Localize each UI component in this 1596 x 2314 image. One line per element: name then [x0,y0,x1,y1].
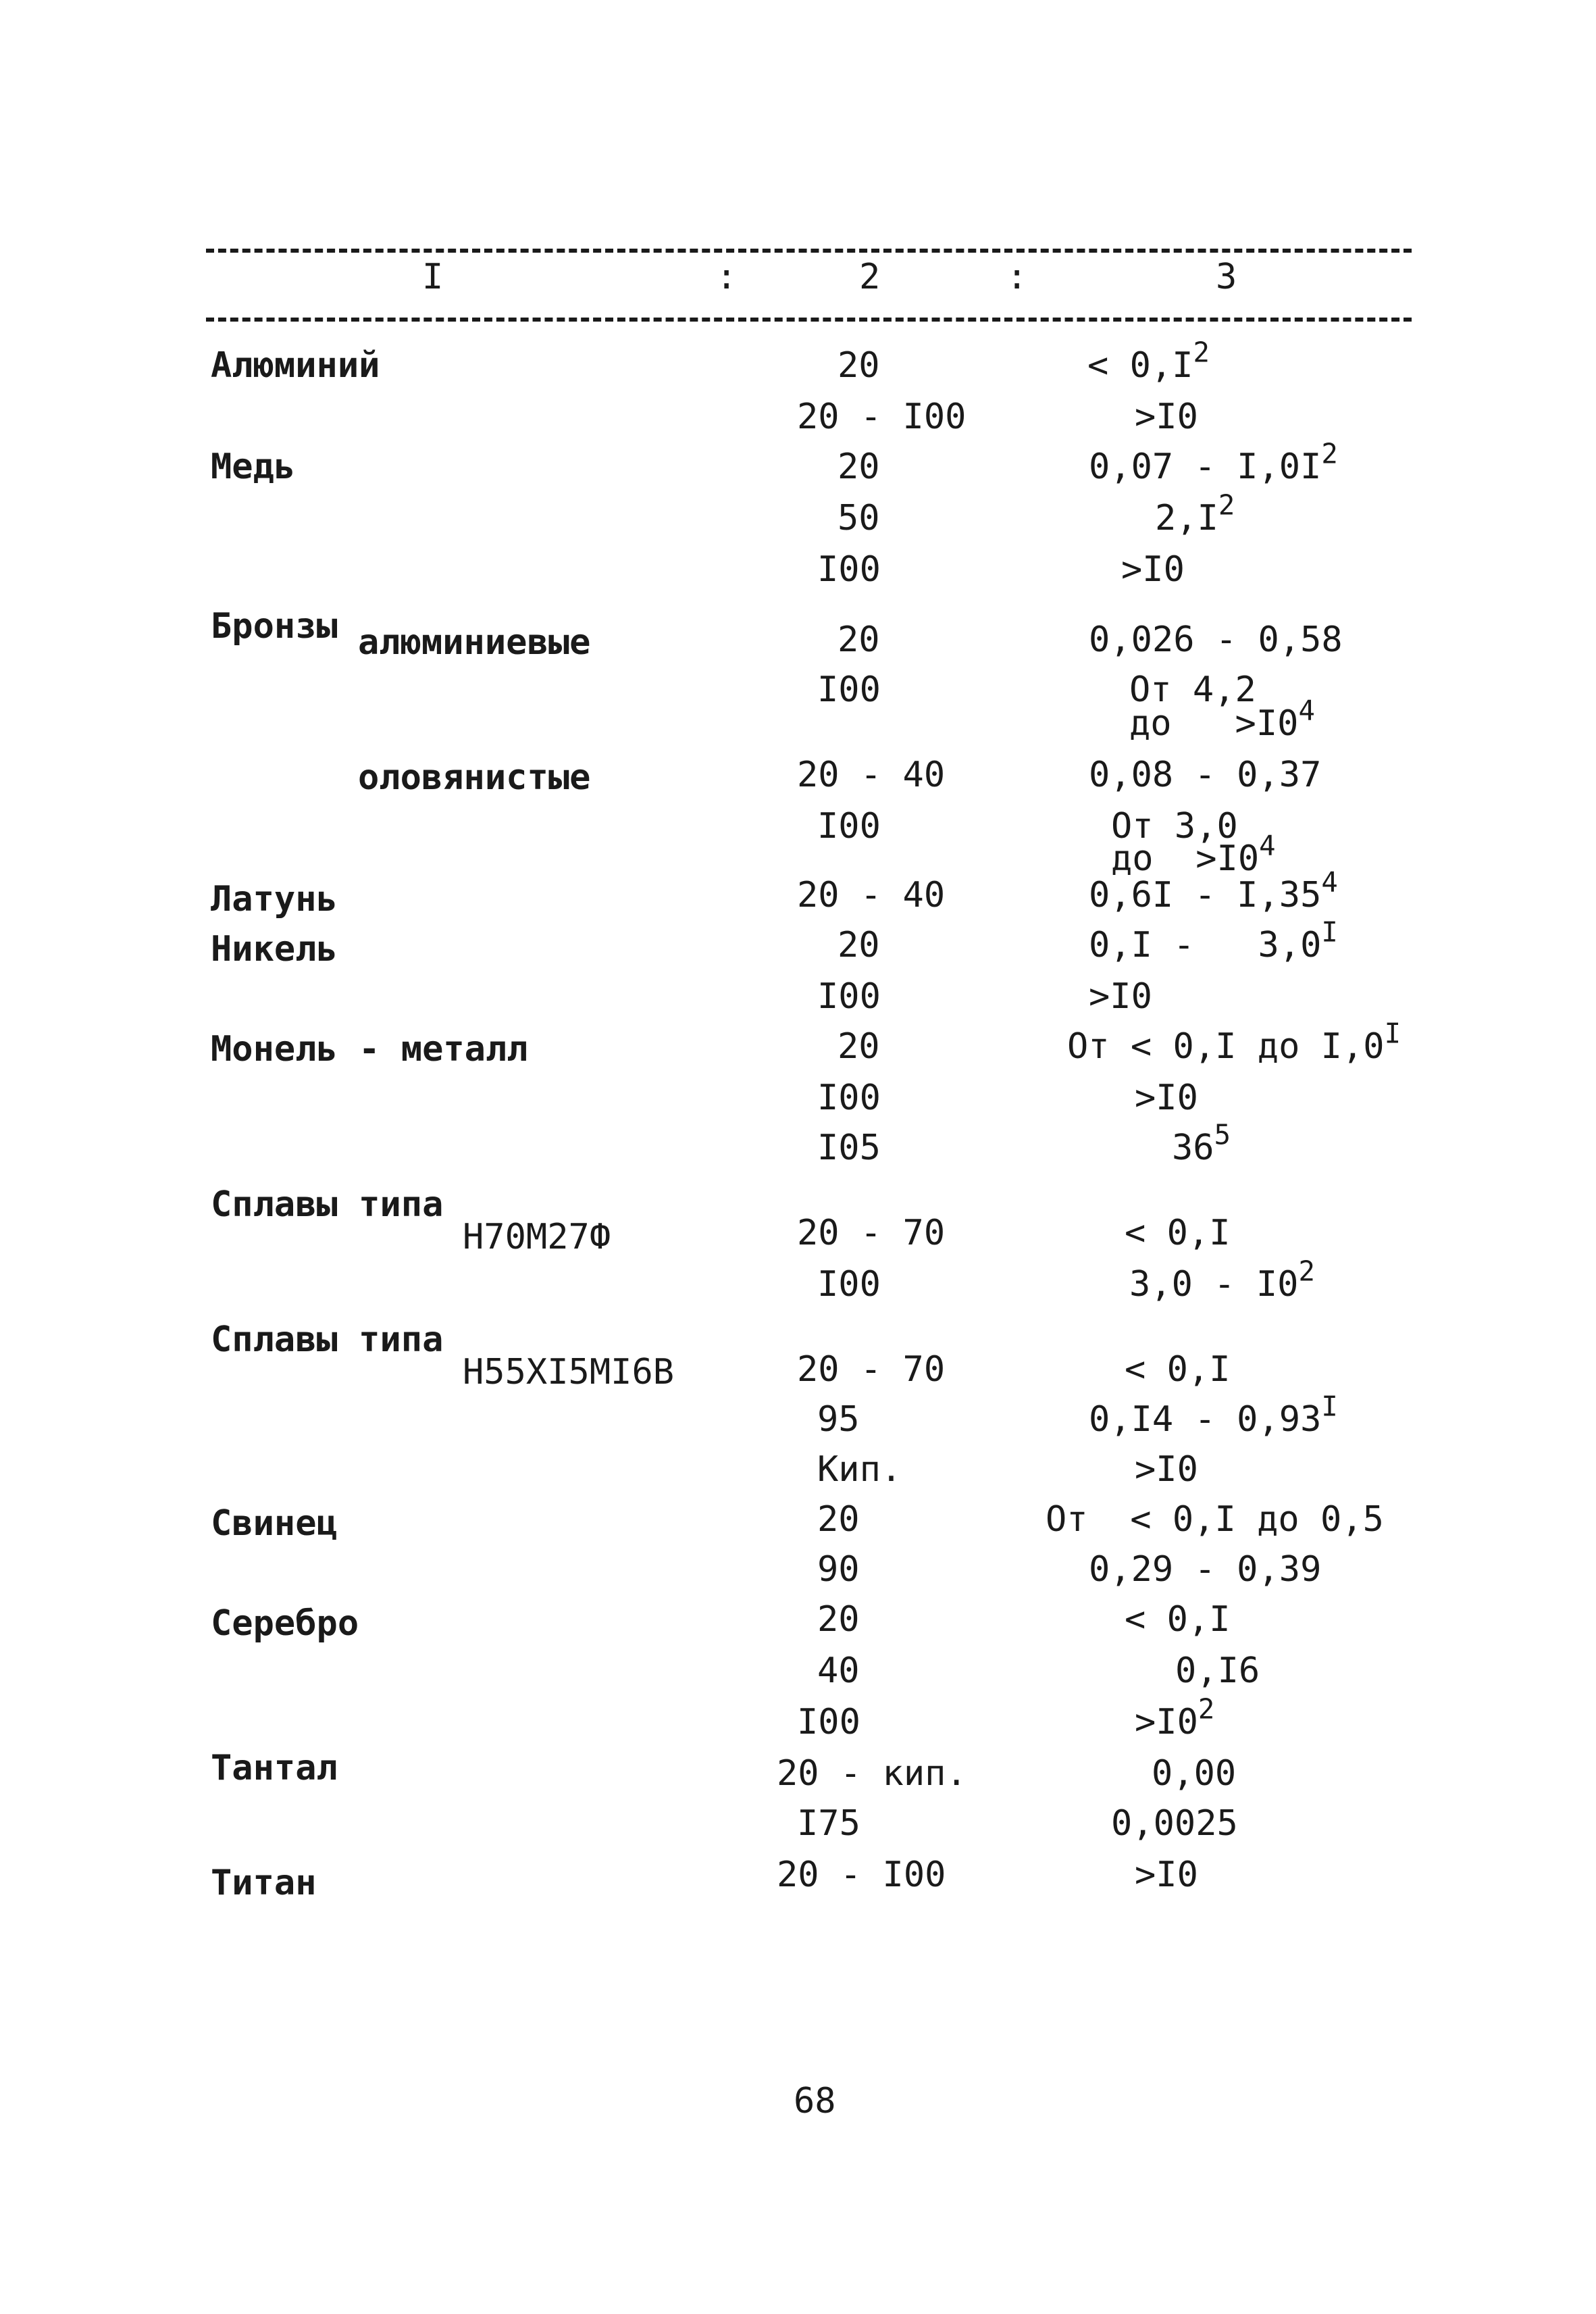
material-subtype: оловянистые [358,757,591,798]
footnote-ref: 2 [1193,336,1210,369]
temperature-value: 20 [838,345,880,386]
material-name: Сплавы типа [211,1319,444,1360]
footnote-ref: 2 [1218,488,1235,522]
corrosion-rate-value-line2: до $>I0^4$ [1111,829,1276,879]
temperature-value: I75 [797,1803,860,1844]
corrosion-rate-value: < $0,I^2$ [1087,336,1210,386]
corrosion-rate-value: От 3,0 [1111,806,1238,847]
temperature-value: 20 [838,447,880,487]
corrosion-rate-value: $0,I - 3,0^I$ [1089,915,1338,965]
temperature-value: 90 [817,1549,860,1590]
header-separator-2: : [1006,257,1028,297]
header-separator-1: : [716,257,738,297]
corrosion-rate-value: < 0,I [1125,1349,1231,1390]
corrosion-rate-value: $36^5$ [1172,1118,1231,1168]
temperature-value: I00 [797,1702,860,1742]
corrosion-rate-value: 0,29 - 0,39 [1089,1549,1322,1590]
material-name: Серебро [211,1603,359,1644]
corrosion-rate-value: >I0 [1135,1449,1198,1490]
footnote-ref: 4 [1298,694,1315,727]
corrosion-rate-value: 0,08 - 0,37 [1089,755,1322,795]
footnote-ref: 2 [1298,1255,1315,1288]
temperature-value: 20 [817,1499,860,1540]
corrosion-rate-value: $0,I4 - 0,93^I$ [1089,1390,1338,1440]
temperature-value: 50 [838,498,880,538]
temperature-value: 20 - I00 [777,1855,946,1895]
footnote-ref: I [1384,1017,1401,1050]
temperature-value: 20 [838,1026,880,1067]
material-name: Тантал [211,1748,338,1788]
corrosion-rate-value: >I0 [1135,1855,1198,1895]
corrosion-rate-value: От < 0,I до $I,0^I$ [1067,1017,1401,1067]
temperature-value: I00 [817,670,881,710]
corrosion-rate-value: >I0 [1135,1078,1198,1118]
alloy-grade: Н55ХI5МI6В [463,1352,675,1392]
corrosion-rate-value-line2: до $>I0^4$ [1129,694,1315,744]
temperature-value: I00 [817,976,881,1017]
header-col-1: I [422,257,444,297]
corrosion-rate-value: 0,026 - 0,58 [1089,620,1343,660]
temperature-value: 20 [838,620,880,660]
corrosion-rate-value: < 0,I [1125,1213,1231,1253]
corrosion-rate-value: $0,07 - I,0I^2$ [1089,437,1338,487]
footnote-ref: 5 [1214,1118,1231,1151]
material-name: Сплавы типа [211,1184,444,1225]
footnote-ref: 2 [1198,1692,1215,1726]
corrosion-rate-value: 0,I6 [1175,1651,1260,1691]
temperature-value: 20 - 70 [797,1213,946,1253]
temperature-value: 20 - 40 [797,875,946,915]
material-name: Никель [211,929,338,970]
footnote-ref: 4 [1259,829,1276,862]
material-name: Латунь [211,879,338,920]
temperature-value: Кип. [817,1449,902,1490]
header-col-2: 2 [859,257,881,297]
corrosion-rate-value: $3,0 - I0^2$ [1129,1255,1315,1305]
footnote-ref: I [1321,1390,1338,1423]
temperature-value: 20 - I00 [797,397,967,437]
corrosion-rate-value: >I0 [1089,976,1152,1017]
temperature-value: 20 - 70 [797,1349,946,1390]
corrosion-rate-value: >I0 [1135,397,1198,437]
corrosion-rate-value: $0,6I - I,35^4$ [1089,865,1338,915]
temperature-value: 20 [817,1599,860,1640]
material-subtype: алюминиевые [358,622,591,663]
temperature-value: 40 [817,1651,860,1691]
temperature-value: 20 - кип. [777,1753,967,1794]
corrosion-rate-value: >I0 [1121,549,1185,590]
corrosion-rate-value: $2,I^2$ [1155,488,1235,538]
corrosion-rate-value: 0,00 [1152,1753,1237,1794]
material-name: Свинец [211,1503,338,1544]
corrosion-rate-value: От 4,2 [1129,670,1256,710]
temperature-value: 20 - 40 [797,755,946,795]
material-name: Титан [211,1863,317,1903]
header-col-3: 3 [1216,257,1237,297]
footnote-ref: I [1321,915,1338,949]
page-number: 68 [794,2081,836,2121]
temperature-value: 20 [838,925,880,965]
temperature-value: I00 [817,549,881,590]
footnote-ref: 2 [1321,437,1338,470]
material-name: Алюминий [211,345,380,386]
temperature-value: I05 [817,1128,881,1168]
footnote-ref: 4 [1321,865,1338,899]
temperature-value: I00 [817,806,881,847]
corrosion-rate-value: < 0,I [1125,1599,1231,1640]
material-name: Бронзы [211,606,338,647]
temperature-value: I00 [817,1264,881,1305]
material-name: Медь [211,447,296,487]
table-top-rule [206,249,1412,253]
corrosion-rate-value: $>I0^2$ [1135,1692,1215,1742]
alloy-grade: Н70М27Ф [463,1217,611,1257]
temperature-value: 95 [817,1399,860,1440]
material-name: Монель - металл [211,1029,528,1070]
corrosion-rate-value: От < 0,I до 0,5 [1046,1499,1384,1540]
table-header-rule [206,318,1412,322]
temperature-value: I00 [817,1078,881,1118]
corrosion-rate-value: 0,0025 [1111,1803,1238,1844]
